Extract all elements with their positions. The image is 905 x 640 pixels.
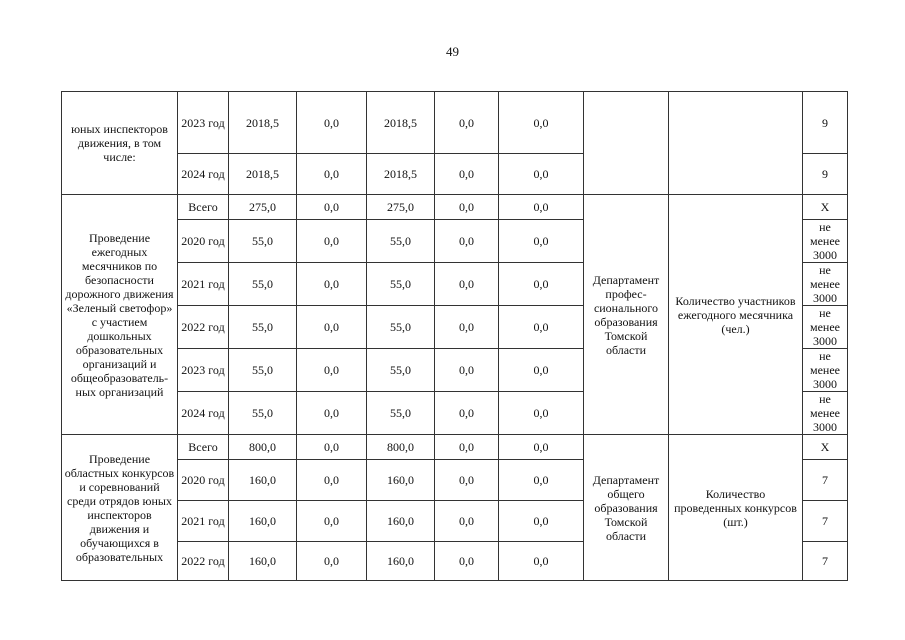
regional-cell: 55,0 (367, 306, 435, 349)
federal-cell: 0,0 (297, 220, 367, 263)
total-cell: 800,0 (229, 435, 297, 460)
target-cell: не менее 3000 (803, 220, 848, 263)
year-cell: 2020 год (178, 460, 229, 501)
target-cell: 7 (803, 460, 848, 501)
indicator-cell: Количество проведенных конкурсов (шт.) (669, 435, 803, 581)
regional-cell: 160,0 (367, 542, 435, 581)
extrabudget-cell: 0,0 (499, 392, 584, 435)
year-cell: 2023 год (178, 92, 229, 154)
total-cell: 55,0 (229, 349, 297, 392)
target-cell: 7 (803, 501, 848, 542)
regional-cell: 2018,5 (367, 154, 435, 195)
regional-cell: 160,0 (367, 501, 435, 542)
federal-cell: 0,0 (297, 542, 367, 581)
target-cell: Х (803, 435, 848, 460)
extrabudget-cell: 0,0 (499, 220, 584, 263)
municipal-cell: 0,0 (435, 435, 499, 460)
extrabudget-cell: 0,0 (499, 154, 584, 195)
federal-cell: 0,0 (297, 392, 367, 435)
target-cell: Х (803, 195, 848, 220)
table-row (62, 92, 848, 154)
total-cell: 55,0 (229, 263, 297, 306)
municipal-cell: 0,0 (435, 501, 499, 542)
municipal-cell: 0,0 (435, 306, 499, 349)
year-cell: 2021 год (178, 501, 229, 542)
department-cell: Департамент общего образования Томской области (584, 435, 669, 581)
extrabudget-cell: 0,0 (499, 349, 584, 392)
target-cell: не менее 3000 (803, 306, 848, 349)
total-cell: 275,0 (229, 195, 297, 220)
extrabudget-cell: 0,0 (499, 92, 584, 154)
year-cell: 2022 год (178, 306, 229, 349)
regional-cell: 2018,5 (367, 92, 435, 154)
municipal-cell: 0,0 (435, 542, 499, 581)
total-cell: 160,0 (229, 501, 297, 542)
indicator-cell (669, 92, 803, 195)
regional-cell: 55,0 (367, 263, 435, 306)
extrabudget-cell: 0,0 (499, 460, 584, 501)
indicator-cell: Количество участников ежегодного месячника (чел.) (669, 195, 803, 435)
target-cell: 7 (803, 542, 848, 581)
target-cell: 9 (803, 92, 848, 154)
total-cell: 160,0 (229, 460, 297, 501)
table-row (62, 435, 848, 460)
municipal-cell: 0,0 (435, 392, 499, 435)
regional-cell: 55,0 (367, 220, 435, 263)
federal-cell: 0,0 (297, 306, 367, 349)
target-cell: не менее 3000 (803, 349, 848, 392)
target-cell: не менее 3000 (803, 392, 848, 435)
regional-cell: 55,0 (367, 349, 435, 392)
extrabudget-cell: 0,0 (499, 195, 584, 220)
municipal-cell: 0,0 (435, 263, 499, 306)
federal-cell: 0,0 (297, 435, 367, 460)
extrabudget-cell: 0,0 (499, 542, 584, 581)
regional-cell: 160,0 (367, 460, 435, 501)
federal-cell: 0,0 (297, 92, 367, 154)
municipal-cell: 0,0 (435, 92, 499, 154)
page-number: 49 (446, 44, 459, 59)
regional-cell: 55,0 (367, 392, 435, 435)
municipal-cell: 0,0 (435, 220, 499, 263)
total-cell: 2018,5 (229, 154, 297, 195)
federal-cell: 0,0 (297, 349, 367, 392)
federal-cell: 0,0 (297, 154, 367, 195)
municipal-cell: 0,0 (435, 195, 499, 220)
federal-cell: 0,0 (297, 460, 367, 501)
activity-description: Проведение областных конкурсов и соревнований среди отрядов юных инспекторов движения и обучающихся в образовательных (62, 435, 178, 581)
total-cell: 55,0 (229, 220, 297, 263)
department-cell: Департамент профес-сионального образования Томской области (584, 195, 669, 435)
extrabudget-cell: 0,0 (499, 501, 584, 542)
year-cell: Всего (178, 195, 229, 220)
extrabudget-cell: 0,0 (499, 435, 584, 460)
municipal-cell: 0,0 (435, 349, 499, 392)
total-cell: 160,0 (229, 542, 297, 581)
total-cell: 2018,5 (229, 92, 297, 154)
table-row (62, 195, 848, 220)
extrabudget-cell: 0,0 (499, 263, 584, 306)
year-cell: 2024 год (178, 154, 229, 195)
department-cell (584, 92, 669, 195)
federal-cell: 0,0 (297, 501, 367, 542)
budget-table (61, 91, 848, 581)
total-cell: 55,0 (229, 306, 297, 349)
target-cell: 9 (803, 154, 848, 195)
year-cell: 2021 год (178, 263, 229, 306)
year-cell: 2023 год (178, 349, 229, 392)
total-cell: 55,0 (229, 392, 297, 435)
year-cell: 2022 год (178, 542, 229, 581)
activity-description: Проведение ежегодных месячников по безопасности дорожного движения «Зеленый светофор» с участием дошкольных образовательных организаций и общеобразователь-ных организаций (62, 195, 178, 435)
target-cell: не менее 3000 (803, 263, 848, 306)
year-cell: 2020 год (178, 220, 229, 263)
activity-description: юных инспекторов движения, в том числе: (62, 92, 178, 195)
municipal-cell: 0,0 (435, 154, 499, 195)
regional-cell: 275,0 (367, 195, 435, 220)
year-cell: Всего (178, 435, 229, 460)
extrabudget-cell: 0,0 (499, 306, 584, 349)
municipal-cell: 0,0 (435, 460, 499, 501)
year-cell: 2024 год (178, 392, 229, 435)
federal-cell: 0,0 (297, 263, 367, 306)
regional-cell: 800,0 (367, 435, 435, 460)
federal-cell: 0,0 (297, 195, 367, 220)
